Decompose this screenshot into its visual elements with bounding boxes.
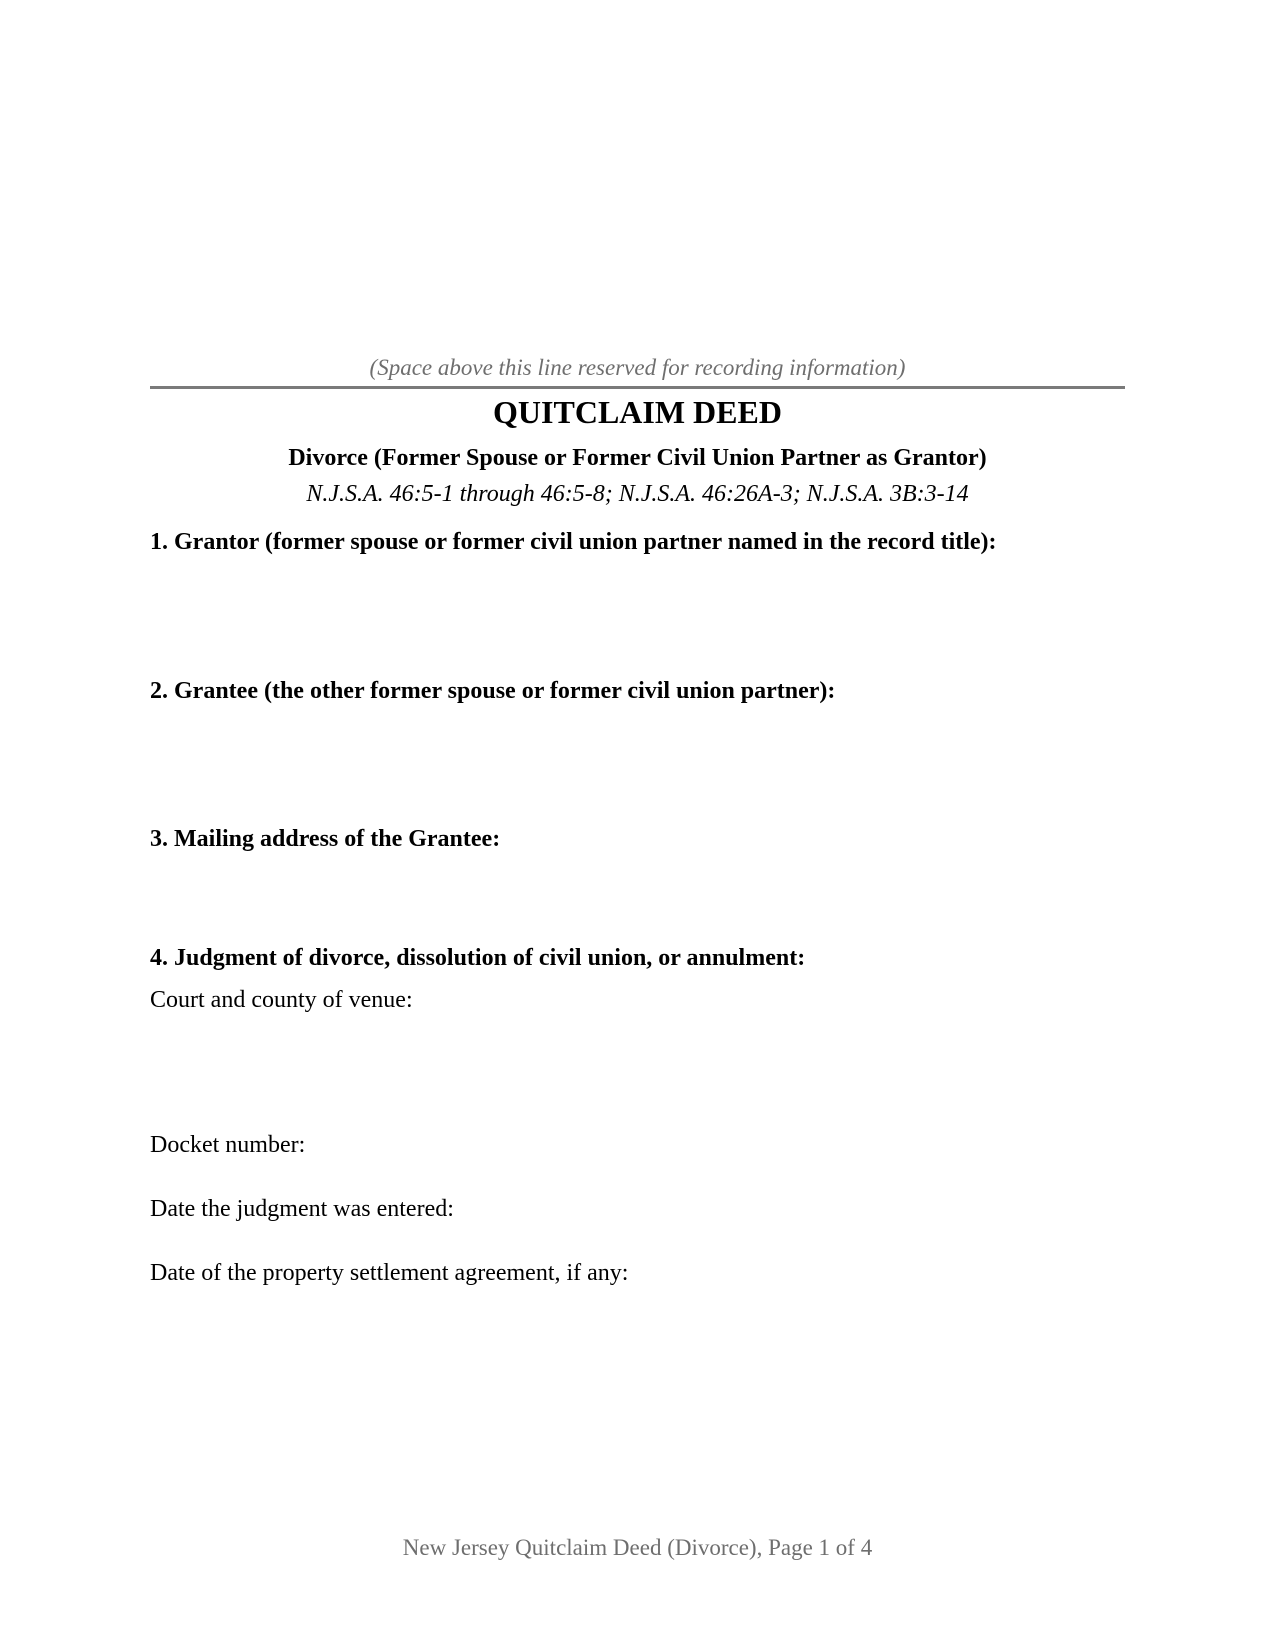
judgment-date-label: Date the judgment was entered:: [150, 1196, 454, 1222]
document-subtitle: Divorce (Former Spouse or Former Civil Union Partner as Grantor): [288, 445, 987, 471]
section-grantor-heading: 1. Grantor (former spouse or former civil union partner named in the record title):: [150, 529, 997, 555]
section-grantee-heading: 2. Grantee (the other former spouse or former civil union partner):: [150, 678, 836, 704]
section-mailing-address-heading: 3. Mailing address of the Grantee:: [150, 826, 501, 852]
settlement-date-label: Date of the property settlement agreement, if any:: [150, 1260, 629, 1286]
docket-number-label: Docket number:: [150, 1132, 306, 1158]
document-title: QUITCLAIM DEED: [493, 394, 782, 430]
recording-reserved-note: (Space above this line reserved for recording information): [369, 355, 906, 380]
page-footer: New Jersey Quitclaim Deed (Divorce), Page 1 of 4: [402, 1535, 873, 1560]
court-venue-label: Court and county of venue:: [150, 987, 413, 1013]
section-judgment-heading: 4. Judgment of divorce, dissolution of civil union, or annulment:: [150, 945, 806, 971]
statute-citation: N.J.S.A. 46:5-1 through 46:5-8; N.J.S.A. 46:26A-3; N.J.S.A. 3B:3-14: [306, 481, 969, 507]
recording-divider-line: [150, 386, 1125, 389]
